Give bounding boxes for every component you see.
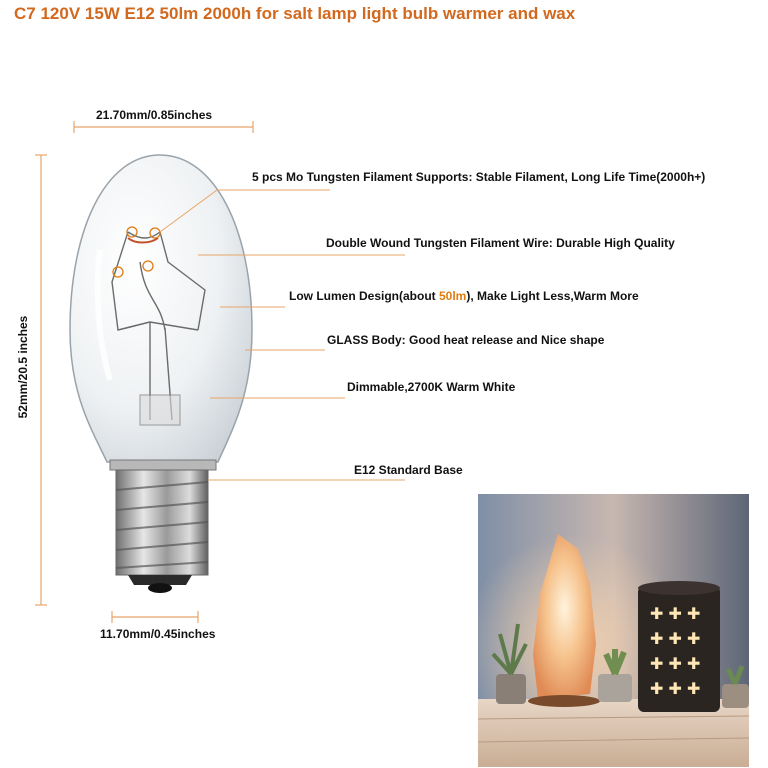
callout-filament-wire: Double Wound Tungsten Filament Wire: Durable High Quality	[326, 236, 675, 250]
wax-warmer	[638, 581, 720, 712]
height-dimension	[35, 155, 47, 605]
base-width-dimension	[112, 611, 198, 623]
low-lumen-suffix: ), Make Light Less,Warm More	[466, 289, 639, 303]
e12-base	[116, 470, 208, 593]
callout-glass-body: GLASS Body: Good heat release and Nice shape	[327, 333, 605, 347]
page-title: C7 120V 15W E12 50lm 2000h for salt lamp light bulb warmer and wax	[14, 4, 576, 23]
height-label: 52mm/20.5 inches	[16, 315, 30, 419]
low-lumen-highlight: 50lm	[439, 289, 467, 303]
callout-base: E12 Standard Base	[354, 463, 463, 477]
top-width-label: 21.70mm/0.85inches	[96, 108, 213, 122]
base-width-label: 11.70mm/0.45inches	[100, 627, 216, 641]
svg-text:✚ ✚ ✚: ✚ ✚ ✚	[650, 679, 701, 698]
low-lumen-prefix: Low Lumen Design(about	[289, 289, 439, 303]
top-width-dimension	[74, 121, 253, 133]
svg-text:✚ ✚ ✚: ✚ ✚ ✚	[650, 604, 701, 623]
svg-text:✚ ✚ ✚: ✚ ✚ ✚	[650, 654, 701, 673]
callout-low-lumen	[289, 289, 639, 303]
callout-filament-supports: 5 pcs Mo Tungsten Filament Supports: Stable Filament, Long Life Time(2000h+)	[252, 170, 706, 184]
callout-dimmable: Dimmable,2700K Warm White	[347, 380, 516, 394]
salt-lamp-photo	[478, 494, 749, 767]
svg-text:✚ ✚ ✚: ✚ ✚ ✚	[650, 629, 701, 648]
